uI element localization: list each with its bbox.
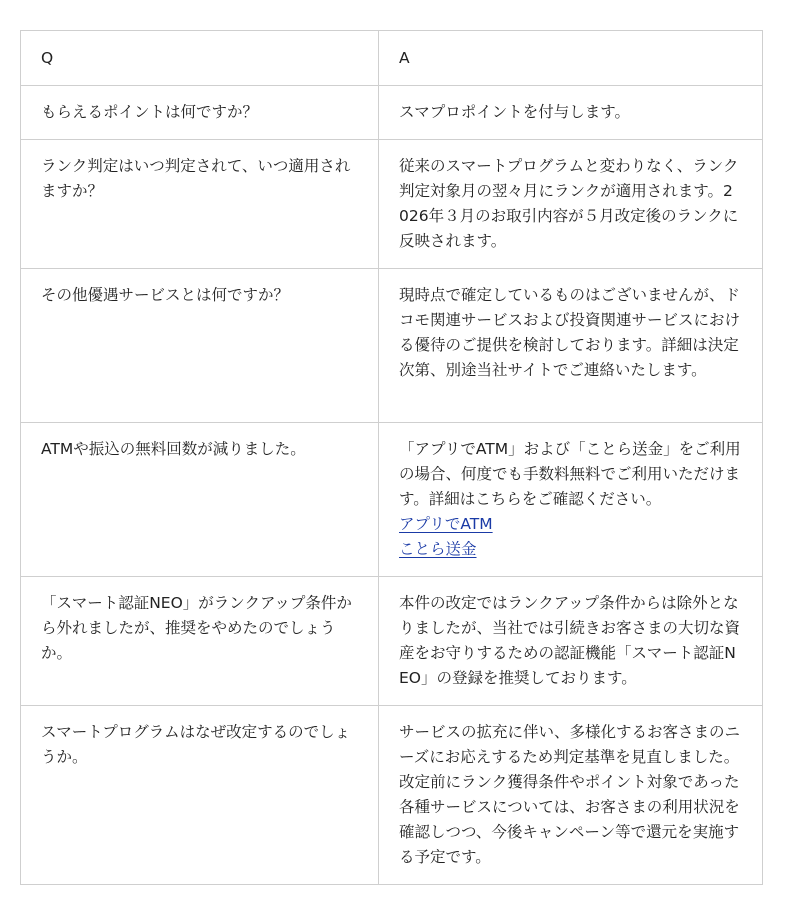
table-row (21, 140, 763, 269)
answer-cell: 本件の改定ではランクアップ条件からは除外となりましたが、当社では引続きお客さまの大切な資産をお守りするための認証機能「スマート認証NEO」の登録を推奨しております。 (379, 577, 763, 706)
question-cell: 「スマート認証NEO」がランクアップ条件から外れましたが、推奨をやめたのでしょうか。 (21, 577, 379, 706)
header-q: Q (21, 31, 379, 86)
table-row (21, 423, 763, 577)
answer-cell: 従来のスマートプログラムと変わりなく、ランク判定対象月の翌々月にランクが適用されます。2026年３月のお取引内容が５月改定後のランクに反映されます。 (379, 140, 763, 269)
table-row (21, 577, 763, 706)
table-row (21, 269, 763, 423)
question-cell: ランク判定はいつ判定されて、いつ適用されますか？ (21, 140, 379, 269)
app-atm-link[interactable]: アプリでATM (399, 515, 493, 533)
table-header-row (21, 31, 763, 86)
faq-table (20, 30, 763, 885)
answer-cell: スマプロポイントを付与します。 (379, 86, 763, 140)
header-a: A (379, 31, 763, 86)
question-cell: もらえるポイントは何ですか？ (21, 86, 379, 140)
table-row (21, 706, 763, 885)
table-row (21, 86, 763, 140)
question-cell: スマートプログラムはなぜ改定するのでしょうか。 (21, 706, 379, 885)
answer-cell: 現時点で確定しているものはございませんが、ドコモ関連サービスおよび投資関連サービスにおける優待のご提供を検討しております。詳細は決定次第、別途当社サイトでご連絡いたします。 (379, 269, 763, 423)
answer-cell (379, 423, 763, 577)
answer-text: 「アプリでATM」および「ことら送金」をご利用の場合、何度でも手数料無料でご利用いただけます。詳細はこちらをご確認ください。 (399, 440, 741, 508)
question-cell: ATMや振込の無料回数が減りました。 (21, 423, 379, 577)
answer-cell: サービスの拡充に伴い、多様化するお客さまのニーズにお応えするため判定基準を見直しました。改定前にランク獲得条件やポイント対象であった各種サービスについては、お客さまの利用状況を確認しつつ、今後キャンペーン等で還元を実施する予定です。 (379, 706, 763, 885)
kotora-transfer-link[interactable]: ことら送金 (399, 540, 477, 558)
question-cell: その他優遇サービスとは何ですか？ (21, 269, 379, 423)
